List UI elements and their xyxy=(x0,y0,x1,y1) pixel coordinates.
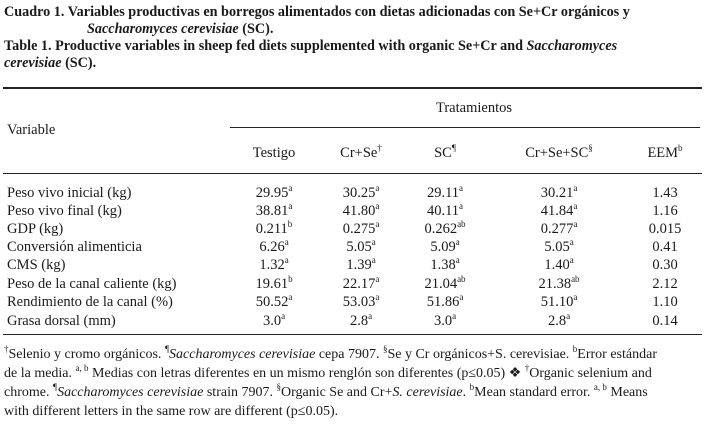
cell-value: 2.12 xyxy=(652,276,678,292)
cell-value: 5.05 xyxy=(544,239,570,255)
cell-significance-letter: a xyxy=(455,237,460,247)
cell-value: 51.86 xyxy=(426,294,460,310)
row-label: Peso vivo final (kg) xyxy=(7,203,122,219)
column-header xyxy=(385,145,505,161)
cell-value: 6.26 xyxy=(259,239,285,255)
cell-significance-letter: a xyxy=(566,311,571,321)
cell-significance-letter: a xyxy=(284,237,289,247)
cell-value: 1.38 xyxy=(430,257,456,273)
column-header xyxy=(605,145,705,161)
cell-significance-letter: ab xyxy=(457,219,466,229)
row-label: Peso de la canal caliente (kg) xyxy=(7,276,177,292)
table-cell xyxy=(390,294,500,310)
cell-significance-letter: b xyxy=(287,219,293,229)
cell-significance-letter: a xyxy=(375,274,380,284)
cell-value: 3.0 xyxy=(433,313,453,329)
table-cell xyxy=(504,313,614,329)
cell-significance-letter: a xyxy=(459,201,464,211)
caption-es-line2-rest: (SC). xyxy=(238,21,274,37)
table-cell xyxy=(504,239,614,255)
cell-significance-letter: a xyxy=(288,292,293,302)
cell-significance-letter: a xyxy=(281,311,286,321)
cell-value: 21.04 xyxy=(424,276,458,292)
cell-value: 1.16 xyxy=(652,203,678,219)
caption-en-species-b: cerevisiae xyxy=(4,55,62,71)
cell-significance-letter: a xyxy=(573,201,578,211)
footnote-line-2: de la media. $^{a, b}$ Medias con letras diferentes en un mismo renglón son diferentes (p≤0.05) ❖ †Organic selenium and xyxy=(4,363,652,381)
column-header-label: Cr+Se xyxy=(340,145,378,161)
table-bottom-rule xyxy=(3,334,702,335)
column-header-marker: ¶ xyxy=(451,143,456,153)
column-group-treatments: Tratamientos xyxy=(436,100,512,116)
cell-value: 22.17 xyxy=(342,276,376,292)
table-cell xyxy=(504,276,614,292)
cell-value: 1.40 xyxy=(544,257,570,273)
table-cell xyxy=(390,239,500,255)
cell-significance-letter: a xyxy=(569,237,574,247)
column-header-label: Testigo xyxy=(252,145,296,161)
cell-value: 41.80 xyxy=(342,203,376,219)
cell-value: 2.8 xyxy=(349,313,369,329)
table-top-rule xyxy=(3,87,702,89)
cell-value: 29.95 xyxy=(255,185,289,201)
cell-significance-letter: a xyxy=(375,292,380,302)
table-cell xyxy=(610,239,705,255)
cell-significance-letter: a xyxy=(375,183,380,193)
caption-en-line1: Table 1. Productive variables in sheep fed diets supplemented with organic Se+Cr and xyxy=(4,38,527,54)
table-caption-en xyxy=(4,38,617,72)
cell-significance-letter: a xyxy=(459,292,464,302)
cell-value: 0.30 xyxy=(652,257,678,273)
cell-value: 29.11 xyxy=(426,185,460,201)
cell-significance-letter: ab xyxy=(457,274,466,284)
table-cell xyxy=(610,257,705,273)
cell-significance-letter: a xyxy=(288,201,293,211)
cell-value: 0.14 xyxy=(652,313,678,329)
table-cell xyxy=(504,294,614,310)
cell-significance-letter: a xyxy=(368,311,373,321)
footnote-line-1: †Selenio y cromo orgánicos. ¶Saccharomyces cerevisiae cepa 7907. §Se y Cr orgánicos+S. cerevisiae. $^b$Error estándar xyxy=(4,344,657,362)
cell-value: 1.32 xyxy=(259,257,285,273)
table-cell xyxy=(390,257,500,273)
column-header xyxy=(499,145,619,161)
cell-value: 1.39 xyxy=(346,257,372,273)
footnote-line-3: chrome. ¶Saccharomyces cerevisiae strain 7907. §Organic Se and Cr+S. cerevisiae. $^b$Mean standard error. $^{a, b}$ Means xyxy=(4,382,648,400)
table-cell xyxy=(390,276,500,292)
column-header-label: Cr+Se+SC xyxy=(525,145,589,161)
column-header-label: SC xyxy=(434,145,452,161)
cell-value: 0.211 xyxy=(255,221,288,237)
cell-significance-letter: a xyxy=(284,255,289,265)
cell-value: 53.03 xyxy=(342,294,376,310)
table-cell xyxy=(390,185,500,201)
table-cell xyxy=(390,221,500,237)
column-header-marker: b xyxy=(678,143,683,153)
table-cell xyxy=(610,203,705,219)
cell-value: 41.84 xyxy=(540,203,574,219)
table-cell xyxy=(390,313,500,329)
cell-significance-letter: a xyxy=(288,183,293,193)
row-label: Conversión alimenticia xyxy=(7,239,142,255)
cell-value: 40.11 xyxy=(426,203,460,219)
caption-es-line1: Cuadro 1. Variables productivas en borregos alimentados con dietas adicionadas con Se+Cr orgánicos y xyxy=(4,4,630,20)
cell-significance-letter: a xyxy=(573,183,578,193)
cell-significance-letter: a xyxy=(371,255,376,265)
cell-value: 21.38 xyxy=(538,276,572,292)
cell-value: 0.262 xyxy=(424,221,458,237)
cell-significance-letter: a xyxy=(452,311,457,321)
table-cell xyxy=(610,294,705,310)
column-header-marker: § xyxy=(588,143,593,153)
footnote-line-4: with different letters in the same row are different (p≤0.05). xyxy=(4,404,339,419)
cell-value: 1.10 xyxy=(652,294,678,310)
row-label: CMS (kg) xyxy=(7,257,66,273)
header-bottom-rule xyxy=(3,173,702,174)
cell-significance-letter: a xyxy=(455,255,460,265)
column-header-variable: Variable xyxy=(7,122,56,138)
cell-value: 30.25 xyxy=(342,185,376,201)
column-header-marker: † xyxy=(377,143,382,153)
cell-significance-letter: a xyxy=(573,292,578,302)
treatments-subrule xyxy=(230,127,700,128)
table-cell xyxy=(610,221,705,237)
cell-value: 2.8 xyxy=(547,313,567,329)
cell-value: 5.09 xyxy=(430,239,456,255)
cell-significance-letter: ab xyxy=(571,274,580,284)
cell-value: 19.61 xyxy=(255,276,289,292)
cell-value: 5.05 xyxy=(346,239,372,255)
table-cell xyxy=(504,257,614,273)
row-label: Peso vivo inicial (kg) xyxy=(7,185,132,201)
cell-value: 0.41 xyxy=(652,239,678,255)
cell-significance-letter: a xyxy=(375,201,380,211)
cell-value: 0.275 xyxy=(342,221,376,237)
cell-significance-letter: a xyxy=(371,237,376,247)
table-caption-es xyxy=(4,4,630,38)
table-cell xyxy=(610,313,705,329)
cell-value: 0.277 xyxy=(540,221,574,237)
cell-value: 30.21 xyxy=(540,185,574,201)
column-header-label: EEM xyxy=(647,145,679,161)
cell-value: 51.10 xyxy=(540,294,574,310)
cell-value: 0.015 xyxy=(648,221,682,237)
row-label: Grasa dorsal (mm) xyxy=(7,313,116,329)
cell-significance-letter: a xyxy=(573,219,578,229)
cell-significance-letter: b xyxy=(288,274,293,284)
caption-en-line2-rest: (SC). xyxy=(61,55,97,71)
cell-value: 3.0 xyxy=(262,313,282,329)
cell-significance-letter: a xyxy=(375,219,380,229)
cell-value: 38.81 xyxy=(255,203,289,219)
cell-value: 50.52 xyxy=(255,294,289,310)
table-cell xyxy=(504,221,614,237)
table-footnotes xyxy=(4,345,704,421)
table-cell xyxy=(390,203,500,219)
table-cell xyxy=(504,203,614,219)
cell-significance-letter: a xyxy=(459,183,464,193)
caption-en-species-a: Saccharomyces xyxy=(526,38,618,54)
row-label: Rendimiento de la canal (%) xyxy=(7,294,173,310)
cell-significance-letter: a xyxy=(569,255,574,265)
table-cell xyxy=(610,276,705,292)
cell-value: 1.43 xyxy=(652,185,678,201)
row-label: GDP (kg) xyxy=(7,221,64,237)
table-cell xyxy=(610,185,705,201)
table-cell xyxy=(504,185,614,201)
caption-es-species: Saccharomyces cerevisiae xyxy=(87,21,239,37)
